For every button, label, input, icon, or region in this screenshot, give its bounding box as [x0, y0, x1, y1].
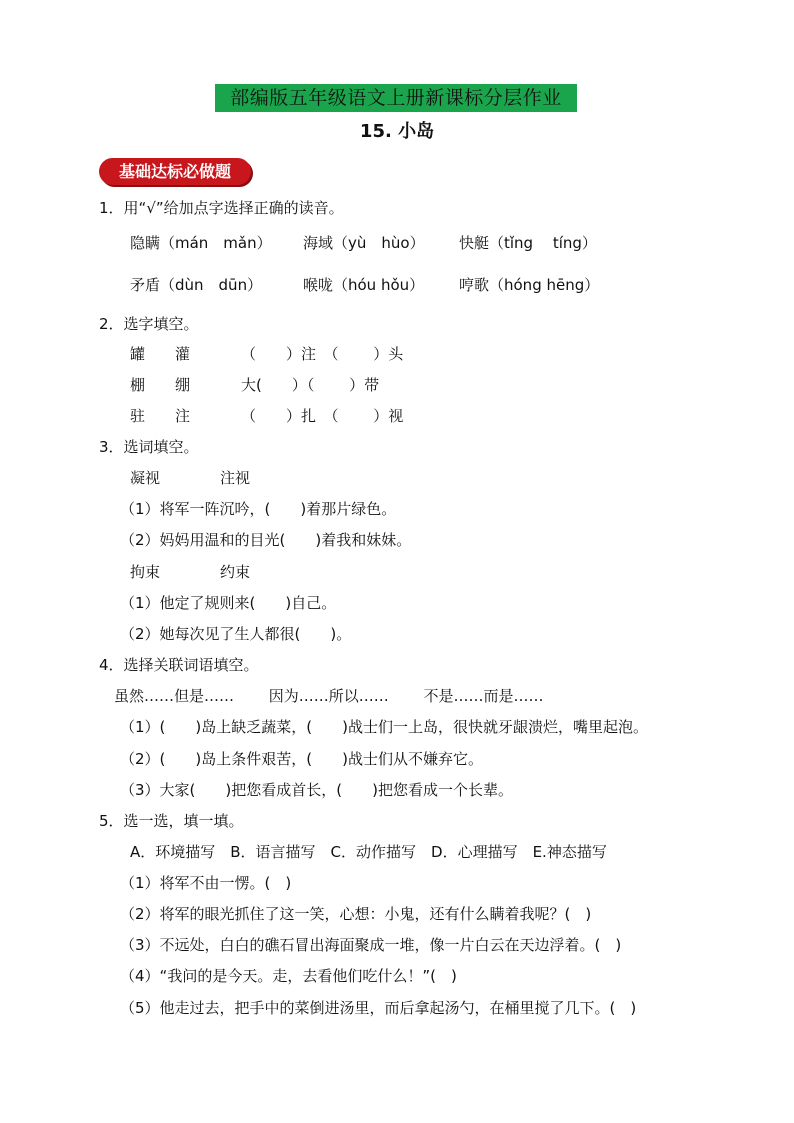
- lesson-title: 15. 小岛: [359, 121, 435, 142]
- q1-item: 隐瞒（mán mǎn）: [130, 234, 272, 252]
- q1-item: 快艇（tǐng tíng）: [459, 234, 597, 252]
- q1-item: 海域（yù hùo）: [303, 234, 425, 252]
- q2-prompt: 2．选字填空。: [99, 315, 199, 333]
- worksheet-banner: 部编版五年级语文上册新课标分层作业: [215, 84, 577, 112]
- q5-options: A．环境描写 B．语言描写 C．动作描写 D．心理描写 E.神态描写: [130, 843, 607, 861]
- q5-item: （2）将军的眼光抓住了这一笑，心想：小鬼，还有什么瞒着我呢？( ): [120, 905, 592, 923]
- q3-word-options: 凝视 注视: [130, 469, 251, 487]
- q5-item: （3）不远处，白白的礁石冒出海面聚成一堆，像一片白云在天边浮着。( ): [120, 936, 622, 954]
- q5-item: （1）将军不由一愣。( ): [120, 874, 292, 892]
- section-badge: 基础达标必做题: [99, 158, 251, 185]
- q3-word-options: 拘束 约束: [130, 563, 251, 581]
- q4-prompt: 4．选择关联词语填空。: [99, 656, 259, 674]
- q3-item: （1）将军一阵沉吟，( )着那片绿色。: [120, 500, 397, 518]
- q4-item: （3）大家( )把您看成首长，( )把您看成一个长辈。: [120, 781, 513, 799]
- q4-item: （1）( )岛上缺乏蔬菜，( )战士们一上岛，很快就牙龈溃烂，嘴里起泡。: [120, 718, 648, 736]
- q3-item: （1）他定了规则来( )自己。: [120, 594, 337, 612]
- q2-char-pair: 驻 注: [130, 407, 191, 425]
- q2-char-pair: 罐 灌: [130, 345, 191, 363]
- q1-item: 喉咙（hóu hǒu）: [303, 276, 425, 294]
- q1-item: 哼歌（hóng hēng）: [459, 276, 600, 294]
- q1-item: 矛盾（dùn dūn）: [130, 276, 263, 294]
- q2-blanks: 大( ）（ ）带: [241, 376, 380, 394]
- q5-item: （5）他走过去，把手中的菜倒进汤里，而后拿起汤勺，在桶里搅了几下。( ): [120, 999, 637, 1017]
- q4-item: （2）( )岛上条件艰苦，( )战士们从不嫌弃它。: [120, 750, 483, 768]
- q3-item: （2）她每次见了生人都很( )。: [120, 625, 352, 643]
- q2-blanks: （ ）扎 （ ）视: [241, 407, 404, 425]
- q5-item: （4）“我问的是今天。走，去看他们吃什么！”( ): [120, 967, 457, 985]
- q3-prompt: 3．选词填空。: [99, 438, 199, 456]
- q3-item: （2）妈妈用温和的目光( )着我和妹妹。: [120, 531, 412, 549]
- q4-options: 虽然……但是…… 因为……所以…… 不是……而是……: [114, 687, 544, 705]
- q1-prompt: 1．用“√”给加点字选择正确的读音。: [99, 199, 344, 217]
- q2-char-pair: 棚 绷: [130, 376, 191, 394]
- q2-blanks: （ ）注 （ ）头: [241, 345, 404, 363]
- q5-prompt: 5．选一选，填一填。: [99, 812, 244, 830]
